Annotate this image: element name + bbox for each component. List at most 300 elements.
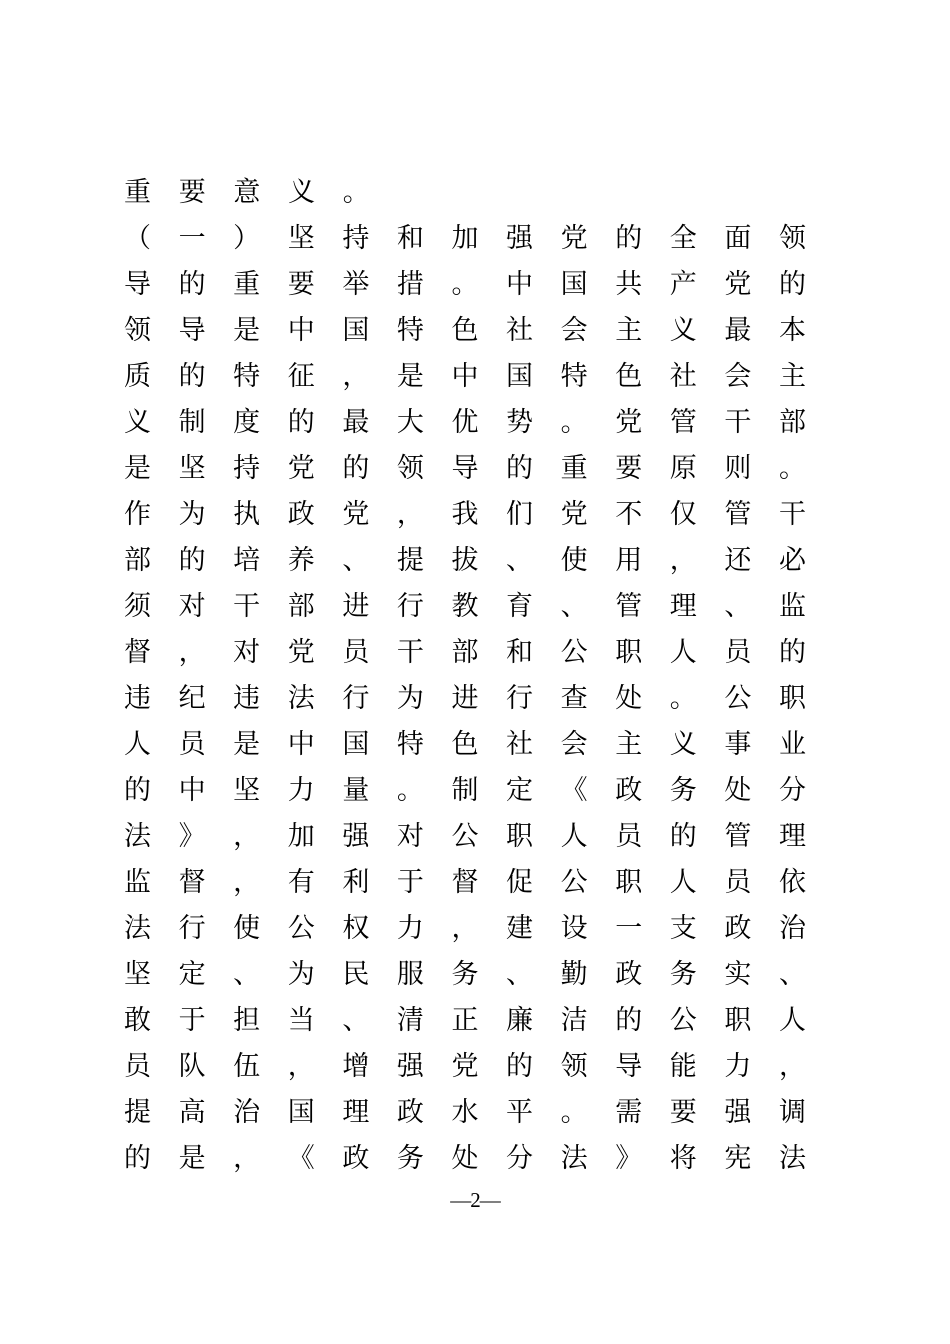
text-char: 最 [724,315,752,346]
text-char: 洁 [560,1005,588,1036]
text-char: 仅 [669,499,697,530]
text-line [124,768,806,814]
text-char: 定 [178,959,206,990]
text-char: 》 [615,1143,643,1174]
text-char: 职 [615,867,643,898]
text-char: 力 [287,775,315,806]
text-char: 的 [669,821,697,852]
text-char: 党 [287,637,315,668]
text-char: 加 [287,821,315,852]
text-char: 领 [778,223,806,254]
text-line [124,722,806,768]
text-char: 务 [451,959,479,990]
text-char: 人 [778,1005,806,1036]
text-char: 、 [724,591,752,622]
text-char: 、 [342,1005,370,1036]
text-char: 干 [724,407,752,438]
text-char: 、 [342,545,370,576]
text-char: 于 [396,867,424,898]
text-char: 员 [724,867,752,898]
text-char: ， [778,1051,806,1082]
text-char: 的 [178,361,206,392]
text-char: 队 [178,1051,206,1082]
text-line [124,400,806,446]
text-char: 查 [560,683,588,714]
text-char: 执 [233,499,261,530]
text-char: 势 [506,407,534,438]
text-char: 重 [233,269,261,300]
text-char: 加 [451,223,479,254]
text-char: 、 [560,591,588,622]
text-char: 理 [342,1097,370,1128]
text-char: 将 [669,1143,697,1174]
text-char: 、 [506,959,534,990]
text-char: 措 [396,269,424,300]
text-char: 能 [669,1051,697,1082]
text-char: ， [669,545,697,576]
text-char: 须 [124,591,151,622]
text-line [124,354,806,400]
text-char: 政 [342,1143,370,1174]
text-char: 导 [451,453,479,484]
text-char: 部 [124,545,151,576]
text-char: 设 [560,913,588,944]
text-char: 征 [287,361,315,392]
text-char: 干 [778,499,806,530]
text-char: ， [233,821,261,852]
text-char: 管 [724,821,752,852]
text-char: 对 [396,821,424,852]
text-char: ， [342,361,370,392]
text-char: 和 [506,637,534,668]
text-char: 要 [178,177,206,208]
text-char: 支 [669,913,697,944]
text-char: 的 [178,545,206,576]
text-char: 中 [287,315,315,346]
text-char: 勤 [560,959,588,990]
text-char: 特 [396,729,424,760]
text-char: 领 [396,453,424,484]
text-char: 治 [233,1097,261,1128]
text-line [124,538,806,584]
text-char: 务 [396,1143,424,1174]
text-char: 领 [560,1051,588,1082]
text-char: 力 [396,913,424,944]
text-char: 社 [506,729,534,760]
text-line [124,906,806,952]
text-char: 义 [288,177,316,208]
text-char: 政 [615,775,643,806]
text-char: 部 [451,637,479,668]
text-char: 职 [615,637,643,668]
text-char: 法 [778,1143,806,1174]
text-char: 持 [342,223,370,254]
text-char: 法 [124,913,151,944]
text-char: 的 [124,775,151,806]
text-char: 必 [778,545,806,576]
text-char: 、 [778,959,806,990]
text-char: 处 [724,775,752,806]
text-char: 、 [506,545,534,576]
text-char: 敢 [124,1005,151,1036]
text-char: 公 [287,913,315,944]
text-char: 员 [124,1051,151,1082]
text-char: 行 [396,591,424,622]
text-char: 中 [451,361,479,392]
text-char: 理 [778,821,806,852]
text-char: 。 [451,269,479,300]
text-char: 重 [124,177,151,208]
text-char: 。 [396,775,424,806]
text-char: 的 [615,223,643,254]
text-char: 国 [342,315,370,346]
text-char: 高 [178,1097,206,1128]
text-char: 育 [506,591,534,622]
text-char: 一 [178,223,206,254]
text-char: 员 [724,637,752,668]
text-char: 管 [669,407,697,438]
text-char: 政 [615,959,643,990]
text-char: 国 [287,1097,315,1128]
text-char: 使 [233,913,261,944]
text-char: 违 [124,683,151,714]
text-char: 督 [451,867,479,898]
text-char: 。 [560,1097,588,1128]
text-char: 监 [124,867,151,898]
text-char: 举 [342,269,370,300]
text-char: 人 [669,637,697,668]
text-char: 于 [178,1005,206,1036]
text-char: 对 [178,591,206,622]
text-char: 职 [506,821,534,852]
text-char: 强 [396,1051,424,1082]
text-char: 公 [724,683,752,714]
text-char: （ [124,223,151,254]
text-char: 制 [178,407,206,438]
text-char: ） [233,223,261,254]
text-char: 义 [124,407,151,438]
text-char: 的 [615,1005,643,1036]
text-char: 中 [178,775,206,806]
text-char: 行 [506,683,534,714]
text-char: 业 [778,729,806,760]
text-line [124,170,806,216]
text-char: 色 [451,315,479,346]
text-char: 义 [669,315,697,346]
text-char: 督 [124,637,151,668]
document-body [124,170,806,1182]
text-char: ， [233,1143,261,1174]
text-char: 务 [669,775,697,806]
text-char: 的 [124,1143,151,1174]
text-char: 分 [778,775,806,806]
text-char: 党 [560,223,588,254]
text-char: 的 [287,407,315,438]
text-char: 本 [778,315,806,346]
text-char: 公 [560,637,588,668]
text-char: ， [396,499,424,530]
text-char: 色 [615,361,643,392]
text-char: 是 [396,361,424,392]
text-line [124,492,806,538]
text-char: 为 [287,959,315,990]
text-char: 的 [506,1051,534,1082]
text-char: ， [233,867,261,898]
text-char: 监 [778,591,806,622]
text-char: 党 [342,499,370,530]
text-char: 意 [233,177,261,208]
text-char: 强 [724,1097,752,1128]
text-char: 政 [287,499,315,530]
text-char: 特 [560,361,588,392]
text-char: 党 [615,407,643,438]
text-char: 特 [233,361,261,392]
text-char: 社 [506,315,534,346]
text-char: 用 [615,545,643,576]
text-line [124,262,806,308]
text-char: 全 [669,223,697,254]
text-char: 养 [287,545,315,576]
text-char: 国 [560,269,588,300]
page-number: —2— [450,1188,500,1212]
text-char: 权 [342,913,370,944]
text-char: 调 [778,1097,806,1128]
text-char: 力 [724,1051,752,1082]
text-char: 有 [287,867,315,898]
text-char: 宪 [724,1143,752,1174]
text-char: 行 [178,913,206,944]
text-char: 坚 [233,775,261,806]
text-char: ， [178,637,206,668]
text-line [124,952,806,998]
text-char: 当 [287,1005,315,1036]
text-char: 员 [342,637,370,668]
text-char: 和 [396,223,424,254]
text-char: 服 [396,959,424,990]
text-char: 提 [124,1097,151,1128]
text-line [124,630,806,676]
text-char: 导 [178,315,206,346]
text-char: 事 [724,729,752,760]
text-char: 公 [560,867,588,898]
text-char: 国 [342,729,370,760]
text-char: 。 [669,683,697,714]
text-char: 的 [506,453,534,484]
text-char: 导 [615,1051,643,1082]
text-char: 纪 [178,683,206,714]
text-char: 社 [669,361,697,392]
text-char: ， [287,1051,315,1082]
text-char: 担 [233,1005,261,1036]
text-char: 党 [287,453,315,484]
text-char: 则 [724,453,752,484]
text-char: 的 [178,269,206,300]
text-char: 坚 [287,223,315,254]
text-char: 是 [178,1143,206,1174]
text-char: 度 [233,407,261,438]
text-char: 是 [233,315,261,346]
text-char: 主 [615,729,643,760]
text-char: 政 [724,913,752,944]
text-char: 国 [506,361,534,392]
text-char: 督 [178,867,206,898]
text-char: 员 [615,821,643,852]
text-line [124,1044,806,1090]
text-line [124,584,806,630]
text-char: 廉 [506,1005,534,1036]
text-char: 进 [451,683,479,714]
text-char: 大 [396,407,424,438]
text-char: 人 [560,821,588,852]
text-char: 作 [124,499,151,530]
text-char: 分 [506,1143,534,1174]
text-char: 教 [451,591,479,622]
text-char: 量 [342,775,370,806]
text-char: 管 [615,591,643,622]
text-char: 部 [778,407,806,438]
text-char: 水 [451,1097,479,1128]
text-char: 职 [724,1005,752,1036]
text-char: 的 [342,453,370,484]
text-char: 提 [396,545,424,576]
text-char: 干 [396,637,424,668]
text-char: 共 [615,269,643,300]
text-char: ， [451,913,479,944]
text-char: 为 [396,683,424,714]
text-line [124,860,806,906]
text-char: 党 [724,269,752,300]
text-char: 处 [451,1143,479,1174]
text-char: 法 [287,683,315,714]
text-char: 部 [287,591,315,622]
text-char: 法 [560,1143,588,1174]
text-char: 法 [124,821,151,852]
text-char: 是 [124,453,151,484]
text-char: 原 [669,453,697,484]
text-line [124,1136,806,1182]
text-char: 要 [669,1097,697,1128]
text-char: 治 [778,913,806,944]
text-char: 职 [778,683,806,714]
text-char: 员 [178,729,206,760]
text-line [124,676,806,722]
text-char: 伍 [233,1051,261,1082]
text-char: 建 [506,913,534,944]
text-char: 的 [778,269,806,300]
text-char: 处 [615,683,643,714]
text-char: 《 [560,775,588,806]
text-char: 促 [506,867,534,898]
text-char: 清 [396,1005,424,1036]
text-char: 的 [778,637,806,668]
text-char: 中 [287,729,315,760]
text-char: 一 [615,913,643,944]
text-char: 依 [778,867,806,898]
text-char: 强 [506,223,534,254]
text-char: 党 [451,1051,479,1082]
text-line [124,446,806,492]
text-char: 人 [669,867,697,898]
text-char: 主 [615,315,643,346]
text-char: 优 [451,407,479,438]
text-char: 持 [233,453,261,484]
text-char: 特 [396,315,424,346]
text-char: 为 [178,499,206,530]
text-char: 会 [724,361,752,392]
text-line [124,998,806,1044]
text-char: 产 [669,269,697,300]
text-char: 平 [506,1097,534,1128]
text-line [124,814,806,860]
text-char: 民 [342,959,370,990]
text-char: 拔 [451,545,479,576]
text-char: 我 [451,499,479,530]
text-char: 还 [724,545,752,576]
text-char: 党 [560,499,588,530]
text-char: 务 [669,959,697,990]
text-char: 是 [233,729,261,760]
text-char: 会 [560,729,588,760]
text-char: 主 [778,361,806,392]
text-char: 需 [615,1097,643,1128]
text-char: 违 [233,683,261,714]
text-char: 最 [342,407,370,438]
text-char: 公 [451,821,479,852]
text-char: 强 [342,821,370,852]
text-char: 政 [396,1097,424,1128]
text-char: 《 [287,1143,315,1174]
text-char: 色 [451,729,479,760]
text-char: 。 [778,453,806,484]
text-char: 对 [233,637,261,668]
text-char: 人 [124,729,151,760]
text-line [124,308,806,354]
text-char: 实 [724,959,752,990]
text-char: 行 [342,683,370,714]
text-char: 义 [669,729,697,760]
text-char: 增 [342,1051,370,1082]
text-line [124,216,806,262]
text-char: 导 [124,269,151,300]
text-char: 面 [724,223,752,254]
text-char: 正 [451,1005,479,1036]
text-line [124,1090,806,1136]
text-char: 不 [615,499,643,530]
text-char: 要 [615,453,643,484]
text-char: 理 [669,591,697,622]
text-char: 定 [506,775,534,806]
text-char: 进 [342,591,370,622]
text-char: 干 [233,591,261,622]
text-char: 会 [560,315,588,346]
text-char: 坚 [178,453,206,484]
text-char: 利 [342,867,370,898]
text-char: 坚 [124,959,151,990]
text-char: 。 [342,177,370,208]
text-char: 管 [724,499,752,530]
text-char: 》 [178,821,206,852]
text-char: 使 [560,545,588,576]
text-char: 要 [287,269,315,300]
text-char: 质 [124,361,151,392]
text-char: 中 [506,269,534,300]
text-char: 重 [560,453,588,484]
text-char: 。 [560,407,588,438]
text-char: 领 [124,315,151,346]
text-char: 、 [233,959,261,990]
text-char: 制 [451,775,479,806]
text-char: 们 [506,499,534,530]
